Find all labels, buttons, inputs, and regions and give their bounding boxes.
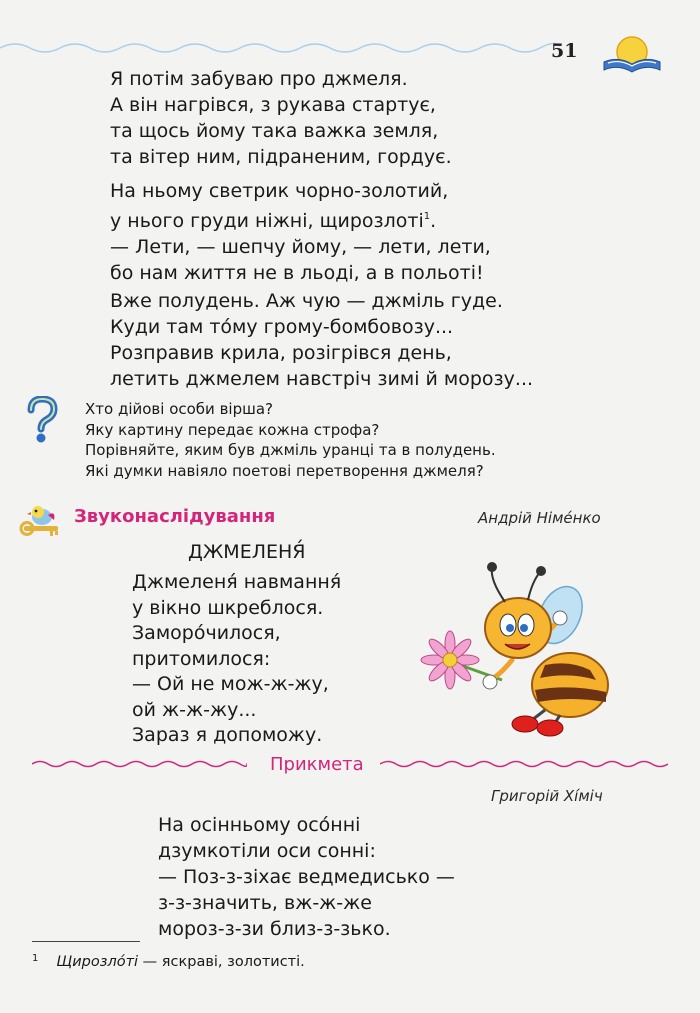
poem-line: Я потім забуваю про джмеля. bbox=[110, 68, 408, 90]
poem-line: ой ж-ж-жу... bbox=[132, 698, 257, 721]
poem-line: Зараз я допоможу. bbox=[132, 724, 323, 746]
poem-line: мороз-з-зи близ-з-зько. bbox=[158, 918, 391, 940]
question-mark-icon bbox=[22, 396, 60, 444]
poem-line: Заморо́чилося, bbox=[132, 622, 281, 644]
poem-line: притомилося: bbox=[132, 647, 271, 670]
question-item: Хто дійові особи вірша? bbox=[85, 400, 273, 418]
poem-author: Григорій Хі́міч bbox=[491, 787, 603, 805]
questions-block bbox=[85, 399, 496, 481]
poem-line: з-з-значить, вж-ж-же bbox=[158, 892, 372, 914]
poem-title: ДЖМЕЛЕНЯ́ bbox=[188, 541, 306, 563]
poem-line: Куди там то́му грому-бомбовозу... bbox=[110, 316, 454, 338]
poem-stanza-2 bbox=[110, 178, 491, 286]
poem-line: На ньому светрик чорно-золотий, bbox=[110, 180, 449, 202]
footnote-divider bbox=[32, 941, 140, 942]
poem-line: Джмеленя́ навмання́ bbox=[132, 571, 342, 593]
footnote-number: 1 bbox=[32, 953, 39, 964]
page-number: 51 bbox=[551, 40, 578, 62]
poem-stanza-3 bbox=[110, 288, 533, 392]
poem-line: Вже полудень. Аж чую — джміль гуде. bbox=[110, 290, 503, 312]
poem-line: — Поз-з-зіхає ведмедисько — bbox=[158, 866, 455, 888]
bird-key-icon bbox=[18, 502, 64, 542]
section-title-onomatopoeia: Звуконаслідування bbox=[74, 506, 276, 527]
poem-line: летить джмелем навстріч зимі й морозу... bbox=[110, 368, 534, 390]
divider-wave-left bbox=[32, 756, 247, 772]
header-wave-decoration bbox=[0, 28, 560, 58]
divider-wave-right bbox=[380, 756, 670, 772]
question-item: Порівняйте, яким був джміль уранці та в полудень. bbox=[85, 441, 496, 459]
poem-line: у вікно шкреблося. bbox=[132, 596, 324, 619]
footnote bbox=[32, 953, 305, 970]
question-item: Які думки навіяло поетові перетворення джмеля? bbox=[85, 461, 484, 480]
bee-illustration bbox=[420, 560, 620, 740]
poem-line: — Лети, — шепчу йому, — лети, лети, bbox=[110, 236, 491, 258]
sun-book-icon bbox=[600, 30, 664, 74]
poem-line: А він нагрівся, з рукава стартує, bbox=[110, 94, 436, 116]
poem-line: На осінньому осо́нні bbox=[158, 814, 361, 836]
poem-line: та щось йому така важка земля, bbox=[110, 120, 439, 142]
poem-line: Розправив крила, розігрівся день, bbox=[110, 342, 452, 364]
footnote-text: — яскраві, золотисті. bbox=[138, 954, 305, 970]
footnote-marker[interactable]: 1 bbox=[423, 211, 431, 222]
poem-line: у нього груди ніжні, щирозлоті$^1$. bbox=[110, 210, 437, 232]
poem-line: бо нам життя не в льоді, а в польоті! bbox=[110, 262, 484, 284]
poem-bumblebee bbox=[132, 570, 341, 749]
section-title-omen: Прикмета bbox=[270, 754, 364, 775]
poem-stanza-1 bbox=[110, 66, 452, 170]
poem-line: дзумкотіли оси сонні: bbox=[158, 840, 376, 862]
question-item: Яку картину передає кожна строфа? bbox=[85, 420, 380, 439]
poem-line: та вітер ним, підраненим, гордує. bbox=[110, 146, 452, 168]
poem-line: — Ой не мож-ж-жу, bbox=[132, 673, 329, 695]
footnote-term: Щирозло́ті bbox=[56, 954, 139, 970]
poem-omen bbox=[158, 812, 455, 942]
poem-author: Андрій Німе́нко bbox=[478, 509, 601, 527]
